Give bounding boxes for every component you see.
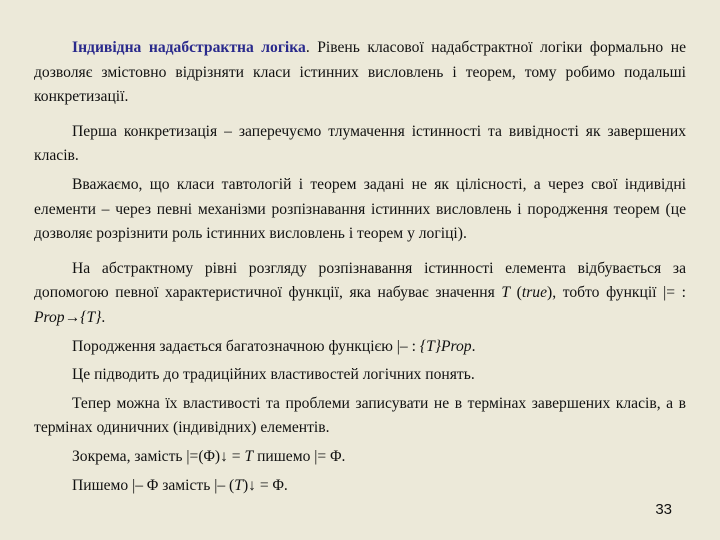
- paragraph-intro: [34, 36, 686, 110]
- paragraph-traditional-properties: Це підводить до традиційних властивостей логічних понять.: [72, 366, 475, 384]
- symbol-T: T: [244, 447, 254, 465]
- slide-body: [34, 36, 686, 498]
- paragraph-classes-individual: Вважаємо, що класи тавтологій і теорем задані не як цілісності, а через свої індивідні елементи – через певні механізми розпізнавання істинних висловлень і породження теорем (це дозволяє розрізнити роль істинних висловлень і теорем у логіці).: [34, 175, 686, 243]
- paragraph-first-concretization: Перша конкретизація – заперечуємо тлумачення істинності та вивідності як завершених класів.: [34, 122, 686, 165]
- formula-prop-map: Prop→: [34, 308, 81, 326]
- page-number: 33: [655, 501, 672, 518]
- intro-text: . Рівень класової надабстрактної логіки формально не дозволяє змістовно відрізняти класи істинних висловлень і теорем, тому робимо подальші конкретизації.: [34, 39, 686, 106]
- formula-set-T: {T}: [419, 337, 441, 355]
- paragraph-instead-of: Зокрема, замість |=(Φ)↓ = T пишемо |= Φ.: [72, 447, 346, 465]
- section-term: Індивідна надабстрактна логіка: [72, 39, 306, 56]
- symbol-T: T: [501, 284, 511, 302]
- paragraph-we-write: Пишемо |– Φ замість |– (T)↓ = Φ.: [72, 476, 288, 494]
- paragraph-characteristic-function: На абстрактному рівні розгляду розпізнавання істинності елемента відбувається за допомогою певної характеристичної функції, яка набуває значення T (true), тобто функції |= : Prop→{T}.: [34, 259, 686, 326]
- paragraph-generation: Породження задається багатозначною функцією |– : {T}Prop.: [72, 337, 476, 355]
- paragraph-individual-terms: Тепер можна їх властивості та проблеми записувати не в термінах завершених класів, а в термінах одиничних (індивідних) елементів.: [34, 394, 686, 437]
- formula-set-T: {T}: [80, 308, 102, 326]
- symbol-T: T: [234, 476, 243, 494]
- formula-prop: Prop: [441, 337, 472, 355]
- word-true: true: [521, 284, 547, 302]
